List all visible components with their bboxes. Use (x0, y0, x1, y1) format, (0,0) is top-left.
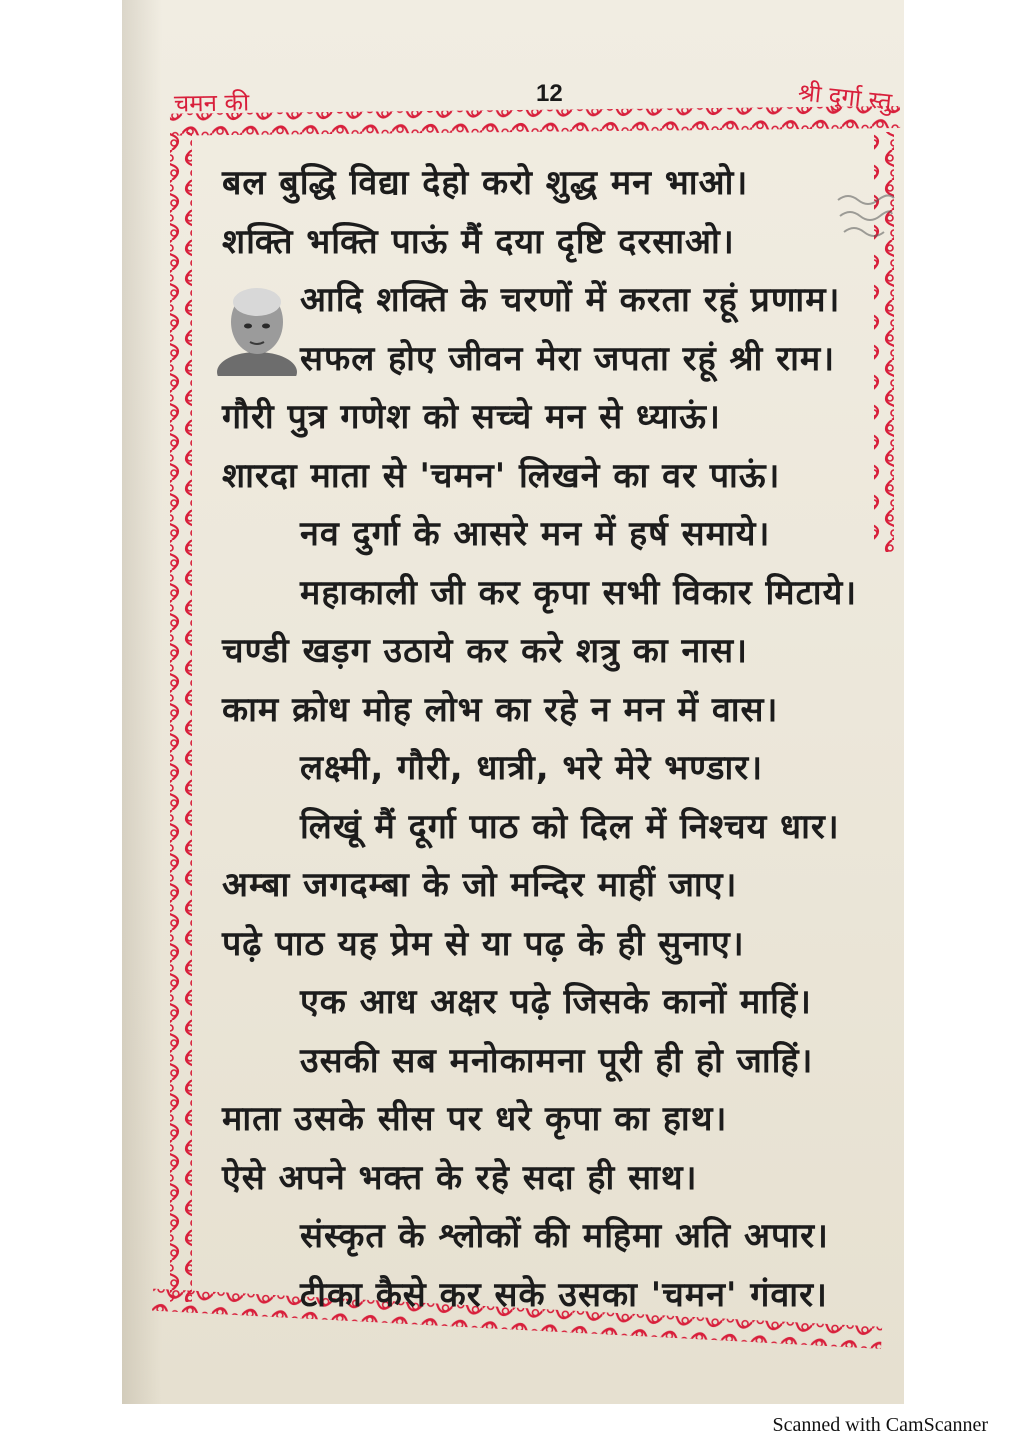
verse-line: नव दुर्गा के आसरे मन में हर्ष समाये। (300, 514, 771, 554)
verse-line: संस्कृत के श्लोकों की महिमा अति अपार। (300, 1216, 829, 1256)
page-number: 12 (536, 80, 563, 107)
verse-line: चण्डी खड़ग उठाये कर करे शत्रु का नास। (222, 631, 749, 671)
header-book-title: चमन की (173, 88, 250, 118)
verse-line: उसकी सब मनोकामना पूरी ही हो जाहिं। (300, 1040, 814, 1081)
verse-line: शारदा माता से 'चमन' लिखने का वर पाऊं। (222, 455, 781, 496)
verse-line: महाकाली जी कर कृपा सभी विकार मिटाये। (300, 572, 858, 613)
scanner-watermark: Scanned with CamScanner (772, 1414, 988, 1436)
verse-line: लिखूं मैं दूर्गा पाठ को दिल में निश्चय धार। (300, 806, 840, 847)
verse-line: बल बुद्धि विद्या देहो करो शुद्ध मन भाओ। (222, 163, 749, 203)
verse-line: एक आध अक्षर पढ़े जिसके कानों माहिं। (300, 982, 812, 1022)
verse-line: अम्बा जगदम्बा के जो मन्दिर माहीं जाए। (222, 865, 738, 905)
verse-line: आदि शक्ति के चरणों में करता रहूं प्रणाम। (300, 280, 841, 320)
scanned-page (122, 0, 904, 1404)
verse-line: सफल होए जीवन मेरा जपता रहूं श्री राम। (300, 338, 836, 379)
verse-line: शक्ति भक्ति पाऊं मैं दया दृष्टि दरसाओ। (222, 221, 735, 262)
header-chapter-title: श्री दुर्गा स्तु (796, 78, 894, 116)
verse-line: पढ़े पाठ यह प्रेम से या पढ़ के ही सुनाए। (222, 923, 745, 964)
verse-line: गौरी पुत्र गणेश को सच्चे मन से ध्याऊं। (222, 397, 721, 437)
verse-line: माता उसके सीस पर धरे कृपा का हाथ। (222, 1099, 728, 1139)
verse-line: काम क्रोध मोह लोभ का रहे न मन में वास। (222, 689, 779, 730)
verse-line: लक्ष्मी, गौरी, धात्री, भरे मेरे भण्डार। (300, 748, 764, 788)
verse-block (222, 158, 892, 1328)
verse-line: ऐसे अपने भक्त के रहे सदा ही साथ। (222, 1157, 698, 1198)
verse-line: टीका कैसे कर सके उसका 'चमन' गंवार। (300, 1274, 828, 1315)
